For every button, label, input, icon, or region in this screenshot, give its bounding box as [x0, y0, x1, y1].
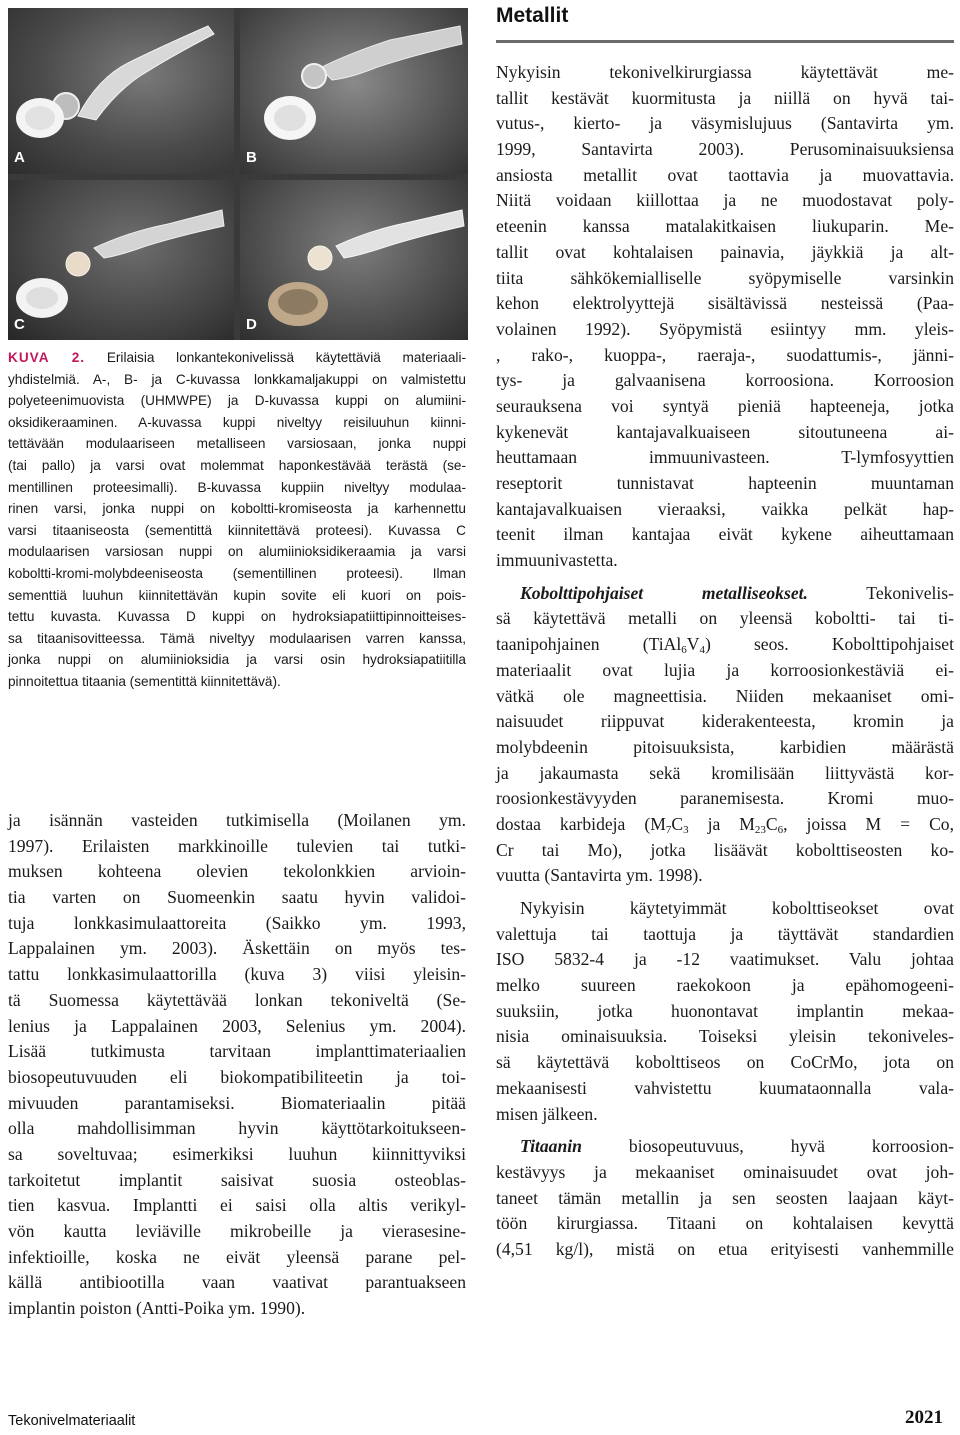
caption-line: oksidikeraaminen. A-kuvassa kuppi niveltyy reisiluuhun kiinni- — [8, 414, 466, 430]
text-line: kykenevät kantajavalkuaiseen sitoutuneena ai- — [496, 421, 954, 442]
left-column-text — [8, 808, 466, 1322]
caption-line: koboltti-kromi-molybdeeniseosta (sementillinen proteesi). Ilman — [8, 565, 466, 581]
text-line: kantajavalkuaisen vieraaksi, vaikka pelkät hap- — [496, 498, 954, 519]
caption-line: jonka nuppi on alumiinioksidia ja varsi osin hydroksiapatiitilla — [8, 652, 466, 668]
text-line: ja isännän vasteiden tutkimisella (Moilanen ym. — [8, 810, 466, 830]
caption-line: sa titaanisovitteessa. Tämä niveltyy modulaarisen varren kanssa, — [8, 630, 466, 646]
caption-line: pinnoitettua titaania (sementittä kiinnitettävä). — [8, 673, 281, 689]
text-line: sä käytettävä metalli on yleensä koboltti- tai ti- — [496, 608, 954, 629]
photo-panel-a — [8, 8, 234, 174]
text-line: biosopeutuvuuden eli biokompatibiliteetin ja toi- — [8, 1066, 466, 1087]
text-line: 1997). Erilaisten markkinoille tulevien tai tutki- — [8, 835, 466, 856]
text-line: Cr tai Mo), jotka lisäävät kobolttiseosten ko- — [496, 839, 954, 860]
text-line: vuutta (Santavirta ym. 1998). — [496, 865, 703, 886]
text-line: materiaalit ovat lujia ja korroosionkestäviä ei- — [496, 659, 954, 680]
text-line: Lisää tutkimusta tarvitaan implanttimateriaalien — [8, 1041, 466, 1062]
figure-photo-grid — [8, 8, 468, 340]
text-line: ISO 5832-4 ja -12 vaatimukset. Valu johtaa — [496, 949, 954, 970]
section-heading: Metallit — [496, 4, 569, 27]
text-line: seurauksena voi syntyä pieniä hapteeneja, jotka — [496, 395, 954, 416]
text-line: sä käytettävä kobolttiseos on CoCrMo, jota on — [496, 1052, 954, 1073]
text-line: kestävyys ja mekaaniset ominaisuudet ovat joh- — [496, 1161, 954, 1182]
text-line: 1999, Santavirta 2003). Perusominaisuuksiensa — [496, 139, 954, 160]
hip-implant-a-image — [8, 8, 234, 174]
text-line: reseptorit tunnistavat hapteenin muuntaman — [496, 473, 954, 493]
text-line: Nykyisin käytetyimmät kobolttiseokset ovat — [520, 898, 954, 918]
caption-line: tettävään modulaariseen metalliseen varsiosaan, jonka nuppi — [8, 436, 466, 452]
caption-line: sementtiä luuhun kiinnitettävän kupin sovite eli kuori on pois- — [8, 587, 466, 603]
text-line: olla mahdollisimman hyvin käyttötarkoitukseen- — [8, 1118, 466, 1139]
text-line: vutus-, kierto- ja väsymislujuus (Santavirta ym. — [496, 113, 954, 134]
text-line: volainen 1992). Syöpymistä esiintyy mm. yleis- — [496, 318, 954, 339]
caption-line: yhdistelmiä. A-, B- ja C-kuvassa lonkkamaljakuppi on valmistettu — [8, 371, 466, 387]
panel-label-a: A — [14, 149, 25, 166]
panel-label-c: C — [14, 316, 25, 333]
text-line: taanipohjainen $(TiAl_6V_4)$ seos. Kobolttipohjaiset — [496, 634, 955, 657]
text-line: tien kasvua. Implantti ei saisi olla altis verikyl- — [8, 1195, 466, 1216]
text-line: naisuudet riippuvat kiderakenteesta, kromin ja — [496, 711, 954, 732]
text-line: töön kirurgiassa. Titaani on kohtalaisen kevyttä — [496, 1213, 954, 1234]
text-line: infektioille, koska ne eivät yleensä parane pel- — [8, 1246, 466, 1267]
panel-label-b: B — [246, 149, 257, 166]
text-line: eteenin kanssa matalakitkaisen liukuparin. Me- — [496, 216, 954, 237]
text-line: Lappalainen ym. 2003). Äskettäin on myös tes- — [8, 938, 466, 959]
section-divider — [496, 40, 954, 43]
text-line: vön kautta leviäville mikrobeille ja vierasesine- — [8, 1221, 466, 1241]
caption-label: KUVA 2. — [8, 350, 86, 365]
caption-line: varsi titaaniseosta (sementittä kiinnitettävä proteesi). Kuvassa C — [8, 522, 466, 538]
text-line: suuksiin, jotka huonontavat implantin mekaa- — [496, 1000, 954, 1021]
text-line: Nykyisin tekonivelkirurgiassa käytettävät me- — [496, 62, 954, 82]
text-line: mekaanisesti vahvistettu kuumataonnalla vala- — [496, 1077, 954, 1098]
text-line: tallit kestävät kuormitusta ja niillä on hyvä tai- — [496, 87, 954, 108]
text-line: mivuuden parantamiseksi. Biomateriaalin pitää — [8, 1092, 466, 1113]
panel-label-d: D — [246, 316, 257, 333]
text-line: Niitä voidaan kiillottaa ja ne muodostavat poly- — [496, 190, 954, 211]
text-line: tarkoitetut implantit saisivat suosia osteoblas- — [8, 1169, 466, 1190]
cobalt-alloys-heading: Kobolttipohjaiset metalliseokset. — [520, 582, 808, 603]
hip-implant-c-image — [8, 180, 234, 340]
caption-line: (tai pallo) ja varsi ovat molemmat haponkestävää terästä (se- — [8, 457, 466, 473]
figure-caption — [8, 347, 466, 693]
text-line: tä Suomessa käytettävää lonkan tekoniveltä (Se- — [8, 989, 466, 1010]
text-line: tia varten on Suomeenkin saatu hyvin validoi- — [8, 887, 466, 908]
text-line: ja jakaumasta sekä kromilisään liittyvästä kor- — [496, 762, 954, 783]
titanium-heading: Titaanin — [520, 1136, 582, 1157]
text-line: tuja lonkkasimulaattoreita (Saikko ym. 1993, — [8, 912, 466, 933]
hip-implant-b-image — [240, 8, 468, 174]
text-line: vätkä ole magneettisia. Niiden mekaaniset omi- — [496, 685, 954, 706]
text-line: taneet tämän metallin ja sen seosten laajaan käyt- — [496, 1187, 954, 1208]
text-line: melko suureen raekokoon ja epähomogeeni- — [496, 975, 954, 996]
photo-panel-c — [8, 180, 234, 340]
caption-line: rinen varsi, jonka nuppi on koboltti-kromiseosta ja karhennettu — [8, 501, 466, 517]
text-line: implantin poiston (Antti-Poika ym. 1990). — [8, 1298, 306, 1319]
text-line: tallit ovat kohtalaisen painavia, jäykkiä ja alt- — [496, 241, 954, 262]
page-number: 2021 — [905, 1407, 943, 1428]
caption-line: modulaarisen varsiosan nuppi on alumiinioksidikeraamia ja varsi — [8, 544, 466, 560]
running-footer: Tekonivelmateriaalit — [8, 1413, 136, 1429]
caption-line: Erilaisia lonkantekonivelissä käytettäviä materiaali- — [85, 350, 466, 365]
text-line: teenit ilman kantajaa eivät kykene aiheuttamaan — [496, 524, 954, 545]
text-line: molybdeenin pitoisuuksista, karbidien määrästä — [496, 736, 954, 757]
text-line: ansiosta metallit ovat taottavia ja muovattavia. — [496, 164, 954, 185]
text-line: källä antibiootilla vaan vaativat parantuakseen — [8, 1272, 466, 1293]
text-line: sa soveltuvaa; esimerkiksi luuhun kiinnittyviksi — [8, 1143, 466, 1164]
photo-panel-b — [240, 8, 468, 174]
caption-line: tettu kuvasta. Kuvassa D kuppi on hydroksiapatiittipinnoitteises- — [8, 609, 466, 625]
text-line: tys- ja galvaanisena korroosiona. Korroosion — [496, 370, 954, 391]
text-line: kehon elektrolyyttejä sisältävissä nesteissä (Paa- — [496, 293, 954, 314]
caption-line: polyeteenimuovista (UHMWPE) ja D-kuvassa kuppi on alumiini- — [8, 393, 466, 409]
text-line: (4,51 kg/l), mistä on etua erityisesti vanhemmille — [496, 1238, 954, 1259]
photo-panel-d — [240, 180, 468, 340]
text-line: , rako-, kuoppa-, raeraja-, suodattumis-, jänni- — [496, 344, 954, 365]
hip-implant-d-image — [240, 180, 468, 340]
text-line: tiita sähkökemialliselle syöpymiselle varsinkin — [496, 267, 954, 288]
text-line: Kobolttipohjaiset metalliseokset. Tekonivelis- — [520, 582, 955, 603]
text-line: misen jälkeen. — [496, 1103, 598, 1124]
text-line: dostaa karbideja ($M_7C_3$ ja $M_{23}C_6$, joissa M = Co, — [496, 813, 954, 836]
caption-line: mentillinen proteesimalli). B-kuvassa kuppiin niveltyy modulaa- — [8, 479, 466, 495]
right-column-text — [496, 60, 954, 1263]
text-line: roosionkestävyyden paranemisesta. Kromi muo- — [496, 788, 954, 809]
text-line: heuttamaan immuunivasteen. T-lymfosyyttien — [496, 447, 954, 468]
text-line: tattu lonkkasimulaattorilla (kuva 3) viisi yleisin- — [8, 964, 466, 985]
text-line: muksen kohteena olevien tekolonkkien arvioin- — [8, 861, 466, 882]
text-line: valettuja tai taottuja ja täyttävät standardien — [496, 923, 954, 944]
text-line: Titaanin biosopeutuvuus, hyvä korroosion- — [520, 1136, 954, 1157]
text-line: immuunivastetta. — [496, 550, 618, 571]
text-line: nisia ominaisuuksia. Toiseksi yleisin tekoniveles- — [496, 1026, 954, 1047]
text-line: lenius ja Lappalainen 2003, Selenius ym. 2004). — [8, 1015, 466, 1036]
